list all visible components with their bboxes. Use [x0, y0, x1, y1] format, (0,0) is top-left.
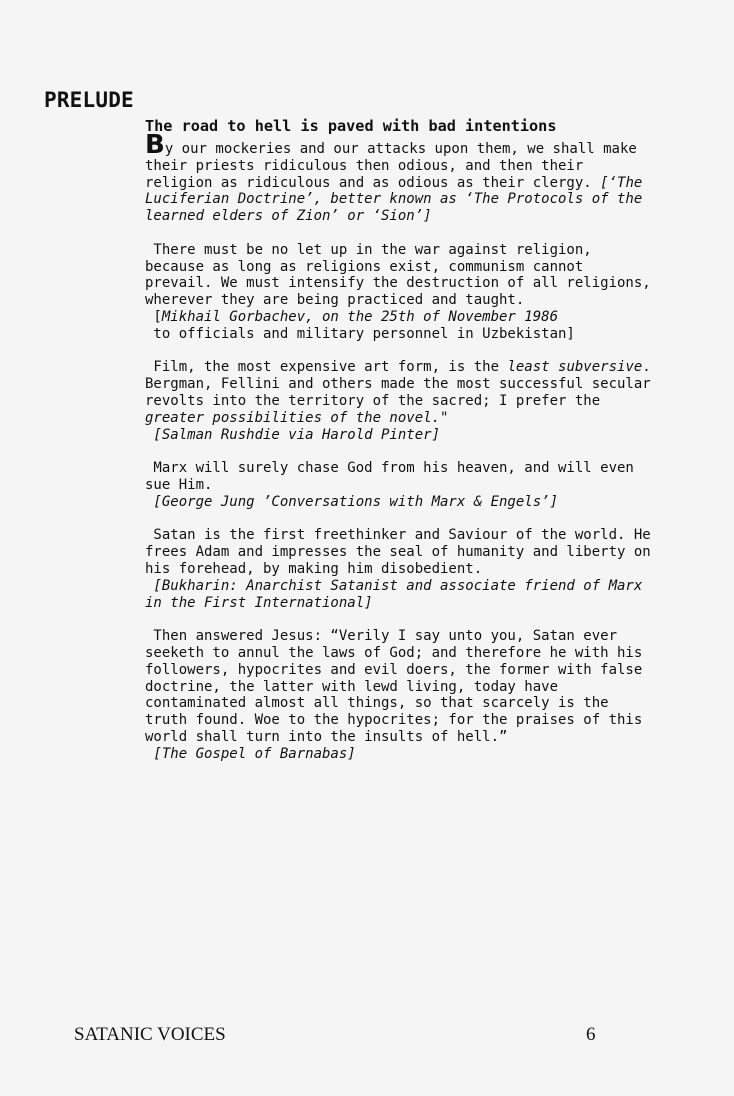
line-italic-text: [Salman Rushdie via Harold Pinter]	[145, 426, 441, 443]
line-italic-text: Luciferian Doctrine’, better known as ‘The Protocols of the	[145, 191, 643, 208]
text-line	[145, 130, 675, 160]
line-text: Film, the most expensive art form, is the	[145, 359, 508, 376]
quote-paragraph	[145, 359, 675, 443]
text-line	[145, 712, 675, 729]
line-text: Bergman, Fellini and others made the most successful secular	[145, 376, 651, 393]
line-trailing-text: .	[642, 359, 651, 376]
quote-paragraph	[145, 628, 675, 762]
text-line	[145, 376, 675, 393]
line-italic-text: Mikhail Gorbachev, on the 25th of November 1986	[161, 308, 559, 325]
text-line	[145, 595, 675, 612]
page-number: 6	[586, 1024, 596, 1045]
text-line	[145, 158, 675, 175]
text-line	[145, 527, 675, 544]
footer-book-title: SATANIC VOICES	[74, 1024, 226, 1045]
quote-paragraph	[145, 130, 675, 225]
text-line	[145, 746, 675, 763]
line-text: Then answered Jesus: “Verily I say unto you, Satan ever	[145, 628, 618, 645]
line-text: his forehead, by making him disobedient.	[145, 560, 483, 577]
text-line	[145, 242, 675, 259]
line-text: frees Adam and impresses the seal of humanity and liberty on	[145, 544, 651, 561]
line-text: world shall turn into the insults of hell.”	[145, 728, 508, 745]
line-text: There must be no let up in the war against religion,	[145, 241, 592, 258]
line-text: sue Him.	[145, 476, 213, 493]
text-line	[145, 628, 675, 645]
text-line	[145, 662, 675, 679]
quote-paragraph	[145, 242, 675, 343]
line-italic-text: least subversive	[507, 359, 643, 376]
text-line	[145, 275, 675, 292]
line-italic-text: [Bukharin: Anarchist Satanist and associate friend of Marx	[145, 577, 643, 594]
drop-cap: B	[145, 130, 165, 160]
text-line	[145, 326, 675, 343]
line-text: followers, hypocrites and evil doers, the former with false	[145, 661, 643, 678]
line-text: seeketh to annul the laws of God; and therefore he with his	[145, 644, 643, 661]
text-line	[145, 410, 675, 427]
line-italic-text: greater possibilities of the novel.	[145, 409, 441, 426]
line-text: wherever they are being practiced and taught.	[145, 292, 525, 309]
text-line	[145, 292, 675, 309]
quote-paragraph	[145, 527, 675, 611]
section-subtitle: The road to hell is paved with bad intentions	[145, 117, 557, 135]
line-italic-text: in the First International]	[145, 594, 373, 611]
line-text: Marx will surely chase God from his heaven, and will even	[145, 460, 634, 477]
text-line	[145, 695, 675, 712]
text-line	[145, 359, 675, 376]
prelude-body	[145, 117, 675, 779]
line-italic-text: [The Gospel of Barnabas]	[145, 745, 356, 762]
line-text: prevail. We must intensify the destruction of all religions,	[145, 275, 651, 292]
line-text: revolts into the territory of the sacred; I prefer the	[145, 392, 601, 409]
line-italic-text: [‘The	[600, 174, 643, 191]
text-line	[145, 191, 675, 208]
quote-paragraph	[145, 460, 675, 510]
text-line	[145, 309, 675, 326]
line-text: because as long as religions exist, communism cannot	[145, 258, 584, 275]
line-text: doctrine, the latter with lewd living, today have	[145, 678, 559, 695]
quote-list	[145, 130, 675, 762]
text-line	[145, 427, 675, 444]
line-trailing-text: "	[440, 409, 449, 426]
text-line	[145, 393, 675, 410]
text-line	[145, 645, 675, 662]
line-text: truth found. Woe to the hypocrites; for the praises of this	[145, 712, 643, 729]
text-line	[145, 729, 675, 746]
line-italic-text: learned elders of Zion’ or ‘Sion’]	[145, 208, 432, 225]
text-line	[145, 578, 675, 595]
text-line	[145, 175, 675, 192]
line-text: Satan is the first freethinker and Saviour of the world. He	[145, 527, 651, 544]
text-line	[145, 460, 675, 477]
line-italic-text: [George Jung ’Conversations with Marx & Engels’]	[145, 493, 559, 510]
text-line	[145, 494, 675, 511]
text-line	[145, 544, 675, 561]
page-heading: PRELUDE	[44, 88, 134, 112]
line-text: [	[145, 308, 162, 325]
line-text: to officials and military personnel in Uzbekistan]	[145, 325, 575, 342]
line-text: their priests ridiculous then odious, and then their	[145, 157, 584, 174]
text-line	[145, 208, 675, 225]
line-text: y our mockeries and our attacks upon them, we shall make	[164, 141, 637, 157]
text-line	[145, 477, 675, 494]
line-text: contaminated almost all things, so that scarcely is the	[145, 695, 609, 712]
text-line	[145, 259, 675, 276]
text-line	[145, 561, 675, 578]
line-text: religion as ridiculous and as odious as their clergy.	[145, 174, 601, 191]
text-line	[145, 679, 675, 696]
